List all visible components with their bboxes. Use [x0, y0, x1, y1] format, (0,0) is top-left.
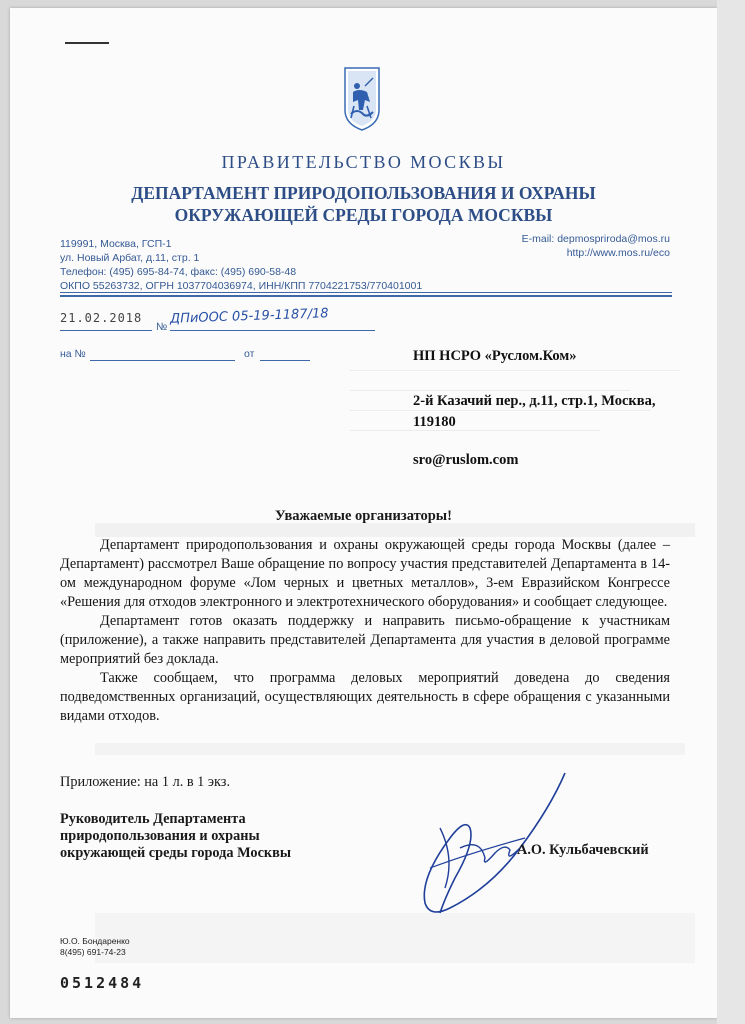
department-title-line1: ДЕПАРТАМЕНТ ПРИРОДОПОЛЬЗОВАНИЯ И ОХРАНЫ	[131, 183, 596, 203]
reference-number-label: на №	[60, 348, 86, 360]
executor-info	[60, 936, 130, 958]
department-contacts	[490, 232, 670, 260]
registration-date: 21.02.2018	[60, 311, 143, 325]
header-divider	[60, 292, 672, 293]
bleed-through-band	[95, 523, 695, 537]
recipient-email: sro@ruslom.com	[413, 452, 519, 468]
department-address: 119991, Москва, ГСП-1 ул. Новый Арбат, д.11, стр. 1 Телефон: (495) 695-84-74, факс: (495) 690-58-48 ОКПО 55263732, ОГРН 1037704036974, ИНН/КПП 7704221753/770401001	[60, 238, 423, 292]
date-underline	[60, 330, 152, 331]
bleed-through-band	[95, 913, 695, 963]
scan-background-strip	[717, 0, 745, 1024]
signatory-name: А.О. Кульбачевский	[517, 842, 649, 858]
number-label: №	[156, 321, 168, 333]
government-title: ПРАВИТЕЛЬСТВО МОСКВЫ	[221, 152, 506, 172]
bleed-through-band	[95, 743, 685, 755]
serial-number: 0512484	[60, 974, 145, 992]
recipient-address-line1: 2-й Казачий пер., д.11, стр.1, Москва,	[413, 393, 656, 409]
reference-number-line	[90, 360, 235, 361]
letter-page	[10, 8, 717, 1018]
executor-phone: 8(495) 691-74-23	[60, 947, 126, 957]
number-underline	[170, 330, 375, 331]
attachment-note: Приложение: на 1 л. в 1 экз.	[60, 774, 231, 790]
paragraph: Также сообщаем, что программа деловых мероприятий доведена до сведения подведомственных организаций, осуществляющих деятельность в сфере обращения с указанными видами отходов.	[60, 670, 670, 724]
reference-date-line	[260, 360, 310, 361]
recipient-address-line2: 119180	[413, 414, 456, 430]
department-title-line2: ОКРУЖАЮЩЕЙ СРЕДЫ ГОРОДА МОСКВЫ	[174, 205, 553, 225]
header-divider	[60, 295, 672, 297]
paragraph: Департамент природопользования и охраны окружающей среды города Москвы (далее – Департамент) рассмотрел Ваше обращение по вопросу участия представителей Департамента в 14-ом международном форуме «Лом черных и цветных металлов», 3-ем Евразийском Конгрессе «Решения для отходов электронного и электротехнического оборудования» и сообщает следующее.	[60, 537, 670, 610]
salutation: Уважаемые организаторы!	[275, 508, 452, 524]
paragraph: Департамент готов оказать поддержку и направить письмо-обращение к участникам (приложение), а также направить представителей Департамента для участия в деловой программе мероприятий без доклада.	[60, 613, 670, 667]
letter-body	[60, 536, 670, 726]
registration-number: ДПиООС 05-19-1187/18	[169, 306, 329, 327]
department-email: E-mail: depmospriroda@mos.ru	[521, 233, 670, 245]
corner-mark	[65, 42, 109, 44]
moscow-coat-of-arms-icon	[343, 66, 381, 132]
executor-name: Ю.О. Бондаренко	[60, 936, 130, 946]
reference-date-label: от	[244, 348, 255, 360]
department-website: http://www.mos.ru/eco	[566, 247, 670, 259]
signatory-role: Руководитель Департамента природопользования и охраны окружающей среды города Москвы	[60, 811, 292, 861]
recipient-name: НП НСРО «Руслом.Ком»	[413, 348, 577, 364]
